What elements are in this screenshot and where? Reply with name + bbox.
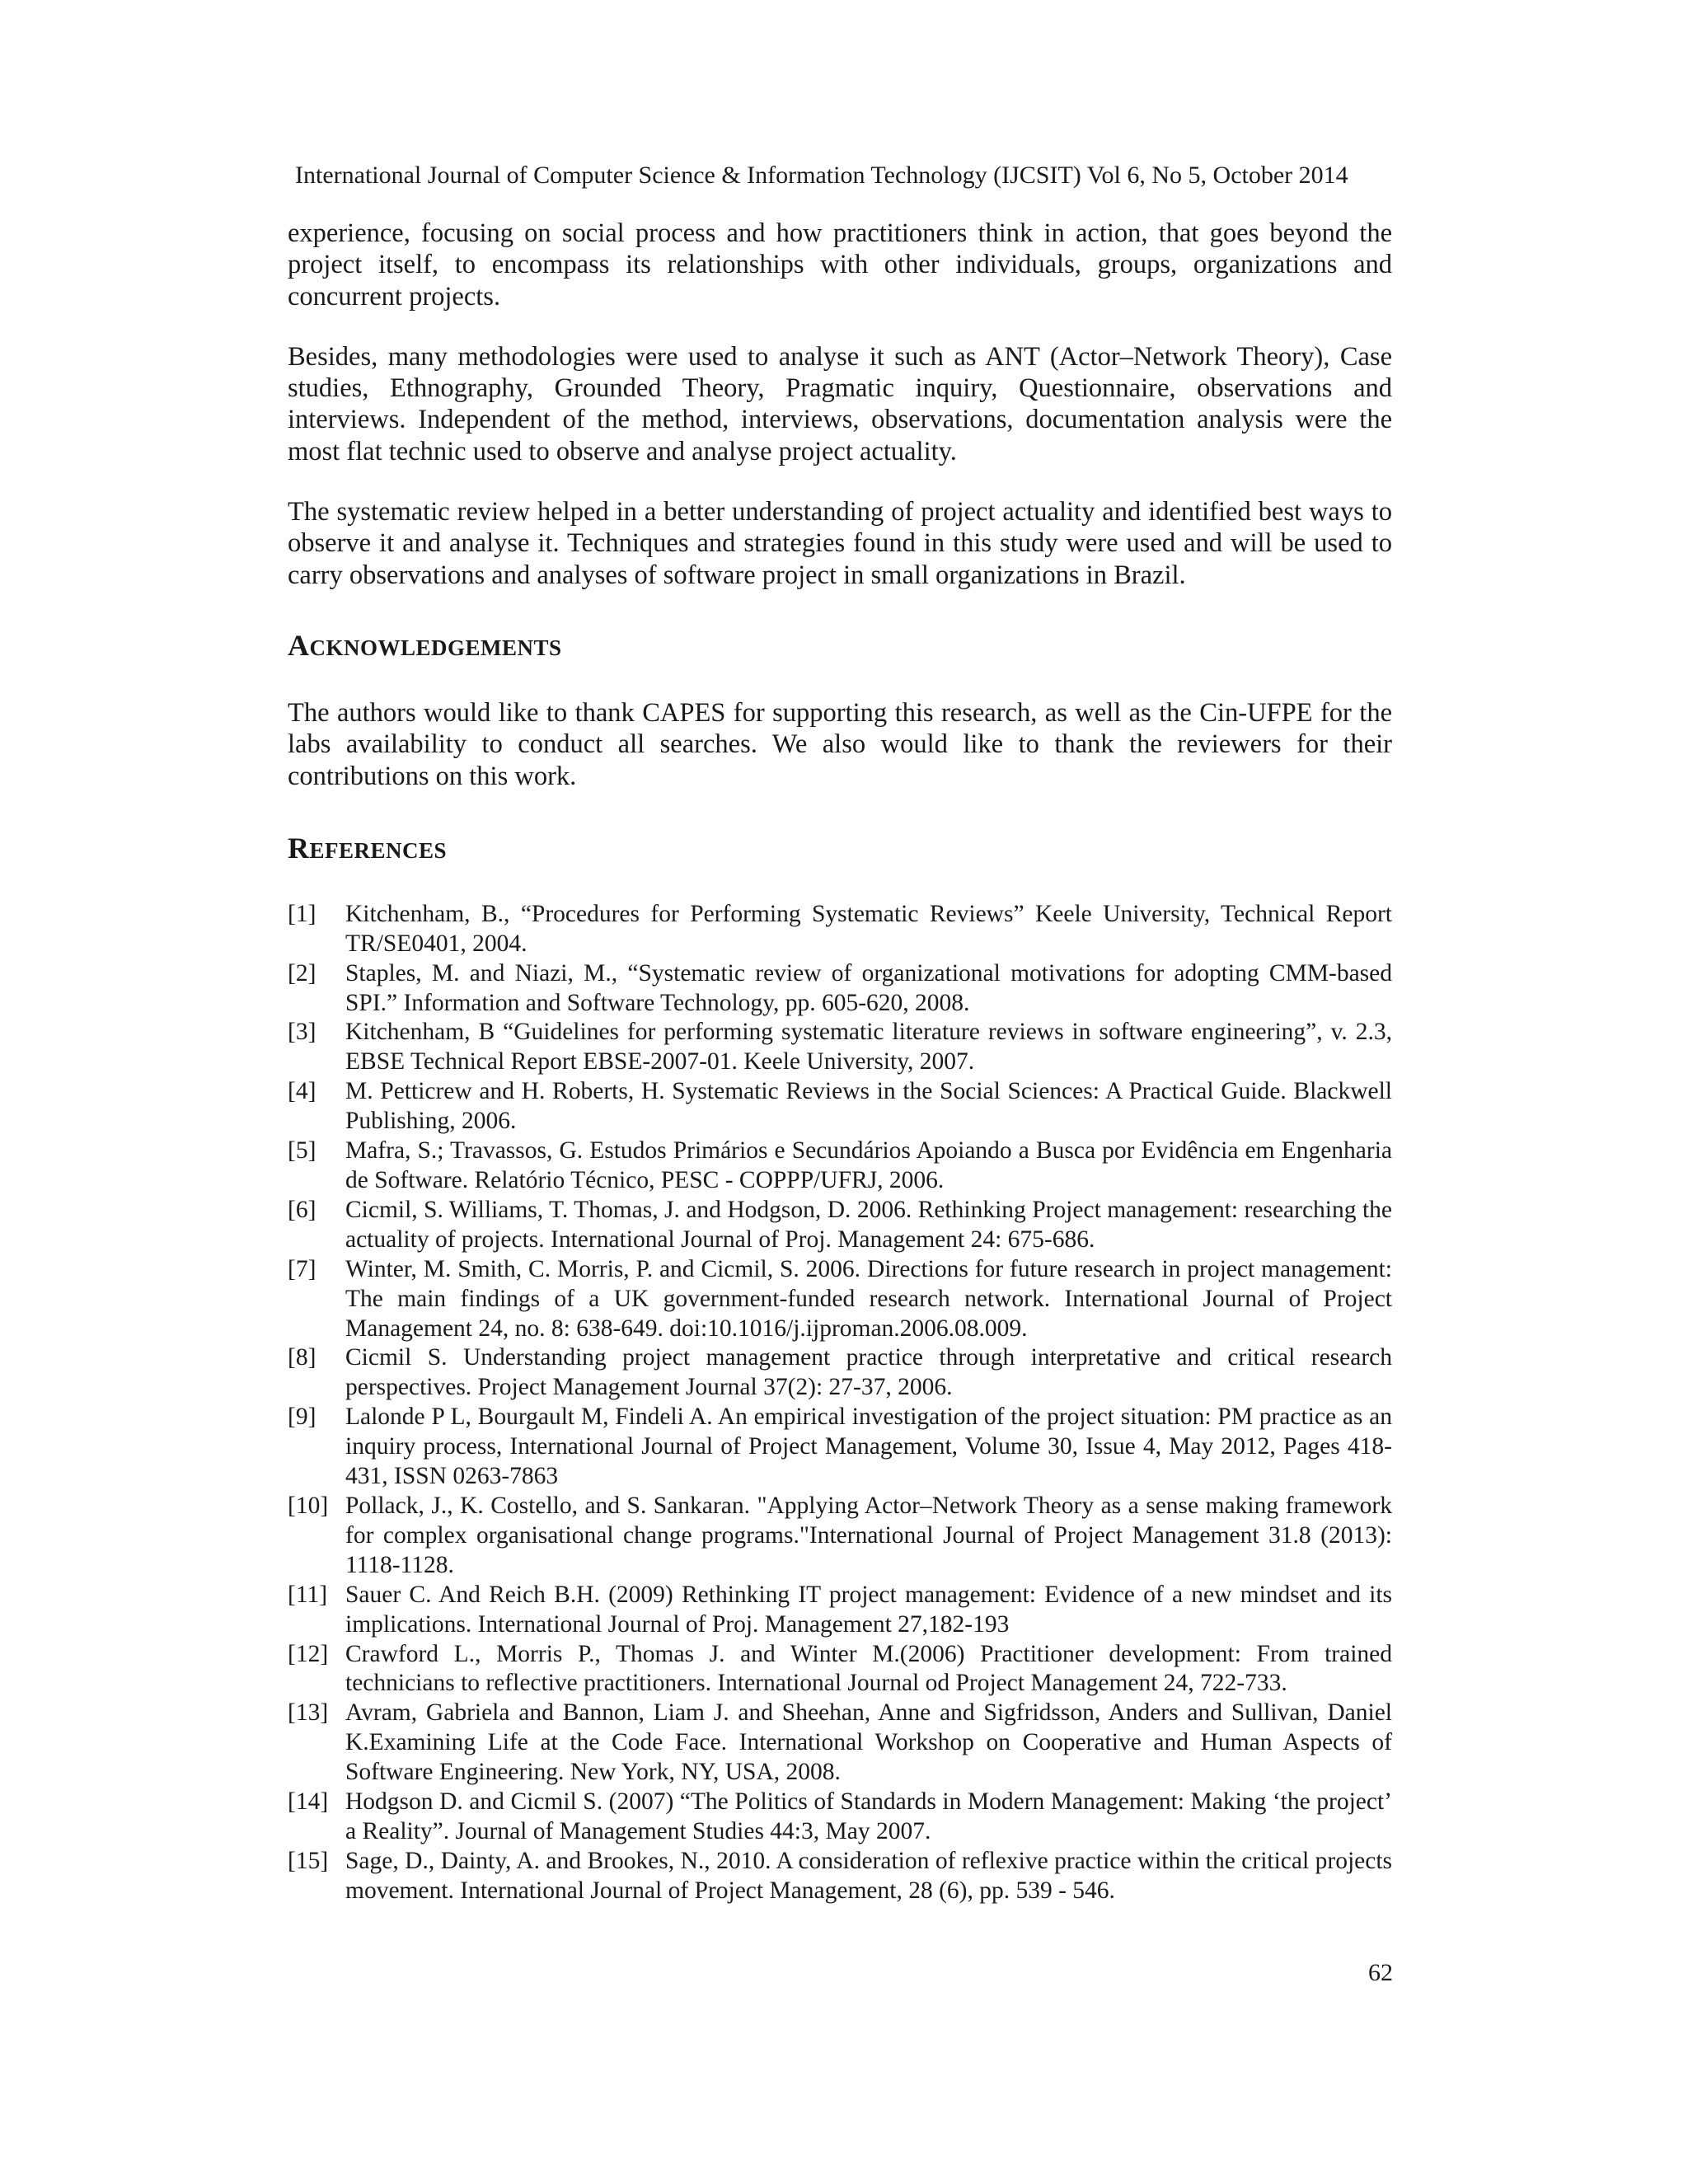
reference-number: [10] bbox=[288, 1492, 329, 1519]
reference-text: Mafra, S.; Travassos, G. Estudos Primários e Secundários Apoiando a Busca por Evidência em Engenharia de Software. Relatório Técnico, PESC - COPPP/UFRJ, 2006. bbox=[345, 1137, 1392, 1194]
reference-text: Staples, M. and Niazi, M., “Systematic review of organizational motivations for adopting CMM-based SPI.” Information and Software Technology, pp. 605-620, 2008. bbox=[345, 959, 1392, 1016]
reference-item bbox=[288, 1137, 1392, 1196]
reference-item bbox=[288, 1788, 1392, 1847]
reference-item bbox=[288, 1403, 1392, 1492]
reference-text: Cicmil, S. Williams, T. Thomas, J. and Hodgson, D. 2006. Rethinking Project management: researching the actuality of projects. International Journal of Proj. Management 24: 675-686. bbox=[345, 1196, 1392, 1253]
reference-item bbox=[288, 900, 1392, 959]
reference-item bbox=[288, 1640, 1392, 1699]
reference-item bbox=[288, 1077, 1392, 1137]
reference-number: [4] bbox=[288, 1078, 316, 1105]
references-heading bbox=[288, 832, 1392, 867]
reference-text: Hodgson D. and Cicmil S. (2007) “The Politics of Standards in Modern Management: Making ‘the project’ a Reality”. Journal of Management Studies 44:3, May 2007. bbox=[345, 1788, 1392, 1844]
reference-text: Avram, Gabriela and Bannon, Liam J. and Sheehan, Anne and Sigfridsson, Anders and Sullivan, Daniel K.Examining Life at the Code Face. International Workshop on Cooperative and Human Aspects of Software Engineering. New York, NY, USA, 2008. bbox=[345, 1699, 1392, 1786]
reference-text: Winter, M. Smith, C. Morris, P. and Cicmil, S. 2006. Directions for future research in project management: The main findings of a UK government-funded research network. International Journal of Project Management 24, no. 8: 638-649. doi:10.1016/j.ijproman.2006.08.009. bbox=[345, 1255, 1392, 1342]
reference-text: M. Petticrew and H. Roberts, H. Systematic Reviews in the Social Sciences: A Practical Guide. Blackwell Publishing, 2006. bbox=[345, 1078, 1392, 1135]
reference-text: Sage, D., Dainty, A. and Brookes, N., 2010. A consideration of reflexive practice within the critical projects movement. International Journal of Project Management, 28 (6), pp. 539 - 546. bbox=[345, 1847, 1392, 1904]
heading-initial: R bbox=[288, 831, 310, 865]
reference-text: Cicmil S. Understanding project management practice through interpretative and critical research perspectives. Project Management Journal 37(2): 27-37, 2006. bbox=[345, 1344, 1392, 1401]
reference-item bbox=[288, 1018, 1392, 1077]
reference-number: [6] bbox=[288, 1196, 316, 1223]
acknowledgements-text: The authors would like to thank CAPES for supporting this research, as well as the Cin-UFPE for the labs availability to conduct all searches. We also would like to thank the reviewers for their contributions on this work. bbox=[288, 697, 1392, 791]
heading-initial: A bbox=[288, 628, 310, 662]
reference-text: Lalonde P L, Bourgault M, Findeli A. An empirical investigation of the project situation: PM practice as an inquiry process, International Journal of Project Management, Volume 30, Issue 4, May 2012, Pages 418-431, ISSN 0263-7863 bbox=[345, 1404, 1392, 1490]
reference-number: [9] bbox=[288, 1404, 316, 1431]
reference-text: Sauer C. And Reich B.H. (2009) Rethinking IT project management: Evidence of a new mindset and its implications. International Journal of Proj. Management 27,182-193 bbox=[345, 1581, 1392, 1638]
reference-number: [2] bbox=[288, 959, 316, 987]
body-paragraph: The systematic review helped in a better understanding of project actuality and identified best ways to observe it and analyse it. Techniques and strategies found in this study were used and will be used to carry observations and analyses of software project in small organizations in Brazil. bbox=[288, 497, 1392, 590]
reference-list bbox=[288, 900, 1392, 1906]
reference-number: [13] bbox=[288, 1699, 329, 1727]
reference-number: [5] bbox=[288, 1137, 316, 1165]
acknowledgements-heading bbox=[288, 629, 1392, 664]
reference-item bbox=[288, 1492, 1392, 1581]
reference-item bbox=[288, 1699, 1392, 1788]
reference-item bbox=[288, 959, 1392, 1019]
reference-number: [12] bbox=[288, 1640, 329, 1667]
running-header: International Journal of Computer Science & Information Technology (IJCSIT) Vol 6, No 5, October 2014 bbox=[295, 162, 1348, 189]
heading-rest: EFERENCES bbox=[309, 837, 448, 863]
reference-item bbox=[288, 1255, 1392, 1344]
body-paragraph: experience, focusing on social process and how practitioners think in action, that goes beyond the project itself, to encompass its relationships with other individuals, groups, organizations and concurrent projects. bbox=[288, 218, 1392, 312]
reference-number: [3] bbox=[288, 1019, 316, 1046]
reference-number: [1] bbox=[288, 900, 316, 927]
reference-item bbox=[288, 1847, 1392, 1906]
reference-text: Crawford L., Morris P., Thomas J. and Winter M.(2006) Practitioner development: From trained technicians to reflective practitioners. International Journal od Project Management 24, 722-733. bbox=[345, 1640, 1392, 1697]
reference-number: [15] bbox=[288, 1847, 329, 1874]
reference-number: [7] bbox=[288, 1255, 316, 1282]
reference-number: [14] bbox=[288, 1788, 329, 1816]
reference-item bbox=[288, 1196, 1392, 1255]
page-content bbox=[288, 218, 1392, 1906]
reference-text: Pollack, J., K. Costello, and S. Sankaran. "Applying Actor–Network Theory as a sense making framework for complex organisational change programs."International Journal of Project Management 31.8 (2013): 1118-1128. bbox=[345, 1492, 1392, 1578]
reference-item bbox=[288, 1581, 1392, 1640]
reference-number: [11] bbox=[288, 1581, 328, 1608]
reference-item bbox=[288, 1343, 1392, 1403]
reference-text: Kitchenham, B “Guidelines for performing systematic literature reviews in software engineering”, v. 2.3, EBSE Technical Report EBSE-2007-01. Keele University, 2007. bbox=[345, 1019, 1392, 1076]
heading-rest: CKNOWLEDGEMENTS bbox=[309, 635, 562, 660]
reference-text: Kitchenham, B., “Procedures for Performing Systematic Reviews” Keele University, Technical Report TR/SE0401, 2004. bbox=[345, 900, 1392, 957]
body-paragraph: Besides, many methodologies were used to analyse it such as ANT (Actor–Network Theory), Case studies, Ethnography, Grounded Theory, Pragmatic inquiry, Questionnaire, observations and interviews. Independent of the method, interviews, observations, documentation analysis were the most flat technic used to observe and analyse project actuality. bbox=[288, 341, 1392, 466]
page-number: 62 bbox=[1368, 1959, 1393, 1986]
reference-number: [8] bbox=[288, 1344, 316, 1371]
